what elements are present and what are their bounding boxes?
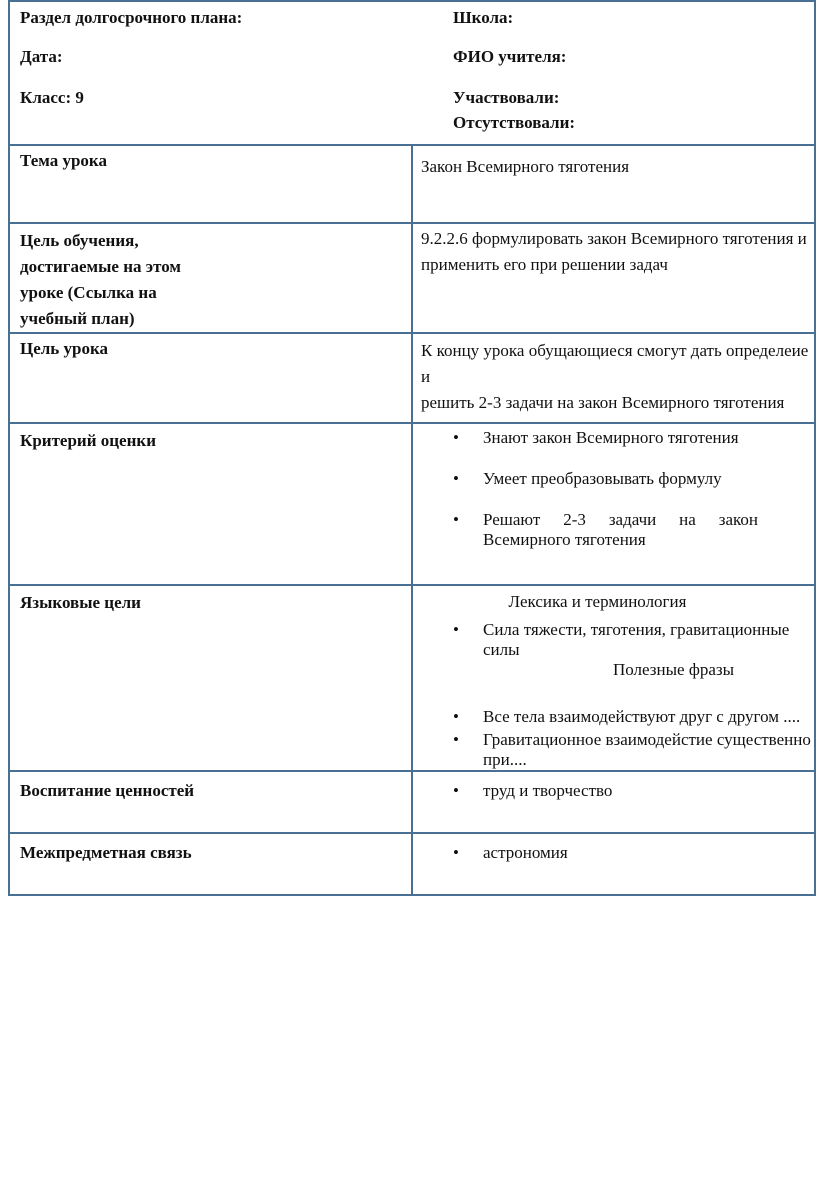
cross-label: Межпредметная связь <box>9 833 412 895</box>
values-value <box>412 771 815 833</box>
topic-label: Тема урока <box>9 145 412 223</box>
lesson-plan-table <box>8 0 816 896</box>
topic-value: Закон Всемирного тяготения <box>412 145 815 223</box>
values-label: Воспитание ценностей <box>9 771 412 833</box>
learning-goal-label-line: уроке (Ссылка на <box>20 283 157 302</box>
criteria-label: Критерий оценки <box>9 423 412 585</box>
school-label: Школа: <box>453 8 514 27</box>
topic-row <box>9 145 815 223</box>
grade-label: Класс: 9 <box>20 88 84 107</box>
values-list <box>421 778 814 804</box>
section-label: Раздел долгосрочного плана: <box>20 8 243 27</box>
criteria-list <box>421 428 814 550</box>
phrases-list <box>421 707 814 770</box>
language-label: Языковые цели <box>9 585 412 771</box>
list-item: • астрономия <box>421 840 814 866</box>
cross-list <box>421 840 814 866</box>
list-item: • Гравитационное взаимодейстие существенно при.... <box>421 730 814 770</box>
cross-value <box>412 833 815 895</box>
learning-goal-value <box>412 223 815 333</box>
lesson-goal-row <box>9 333 815 423</box>
learning-goal-value-line: 9.2.2.6 формулировать закон Всемирного тяготения и <box>421 229 807 248</box>
list-item: • Все тела взаимодействуют друг с другом .... <box>421 707 814 727</box>
language-row <box>9 585 815 771</box>
list-item: • Умеет преобразовывать формулу <box>421 469 814 489</box>
lesson-goal-value <box>412 333 815 423</box>
vocabulary-list <box>421 620 814 660</box>
learning-goal-label-line: достигаемые на этом <box>20 257 181 276</box>
date-label: Дата: <box>20 47 63 66</box>
header-cell <box>9 1 815 145</box>
lesson-plan-document <box>8 0 816 896</box>
teacher-label: ФИО учителя: <box>453 47 567 66</box>
learning-goal-label-line: Цель обучения, <box>20 231 139 250</box>
learning-goal-label-line: учебный план) <box>20 309 135 328</box>
absent-label: Отсутствовали: <box>453 113 576 132</box>
learning-goal-label <box>9 223 412 333</box>
language-value <box>412 585 815 771</box>
list-item: • Решают 2-3 задачи на закон Всемирного тяготения <box>421 510 814 550</box>
learning-goal-value-line: применить его при решении задач <box>421 255 668 274</box>
present-label: Участвовали: <box>453 88 560 107</box>
lesson-goal-value-line: решить 2-3 задачи на закон Всемирного тяготения <box>421 393 785 412</box>
list-item: • Знают закон Всемирного тяготения <box>421 428 814 448</box>
cross-row <box>9 833 815 895</box>
values-row <box>9 771 815 833</box>
list-item: • труд и творчество <box>421 778 814 804</box>
criteria-row <box>9 423 815 585</box>
phrases-heading: Полезные фразы <box>613 660 735 679</box>
lesson-goal-label: Цель урока <box>9 333 412 423</box>
list-item: • Сила тяжести, тяготения, гравитационные силы <box>421 620 814 660</box>
criteria-value <box>412 423 815 585</box>
vocabulary-heading: Лексика и терминология <box>508 592 687 611</box>
lesson-goal-value-line: К концу урока обущающиеся смогут дать определеие и <box>421 341 809 386</box>
learning-goal-row <box>9 223 815 333</box>
